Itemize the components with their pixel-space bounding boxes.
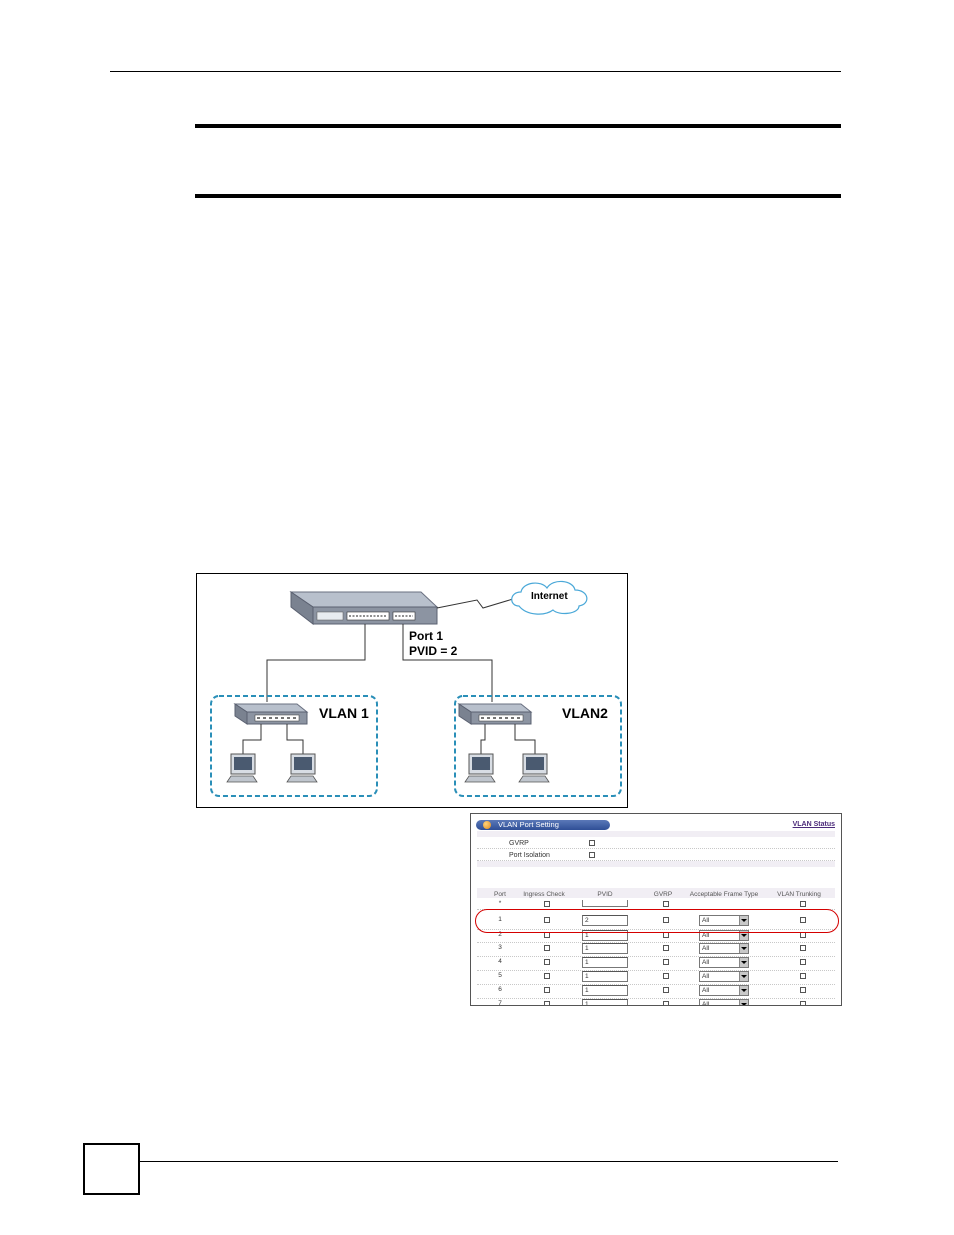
internet-label: Internet — [531, 591, 568, 602]
col-ingress-check: Ingress Check — [523, 891, 565, 898]
port-isolation-checkbox[interactable] — [589, 852, 595, 858]
gvrp-port-checkbox[interactable] — [663, 987, 669, 993]
gvrp-label: GVRP — [509, 840, 529, 847]
vlan1-switch-icon — [235, 704, 307, 724]
col-vlan-trunking: VLAN Trunking — [777, 891, 821, 898]
vlan-network-diagram — [196, 573, 628, 808]
col-port: Port — [494, 891, 506, 898]
title-bar — [476, 820, 610, 830]
vlan-trunking-checkbox[interactable] — [800, 945, 806, 951]
port1-highlight — [475, 909, 839, 933]
chevron-down-icon[interactable] — [739, 972, 748, 981]
pc-icon — [519, 754, 549, 782]
port-isolation-label: Port Isolation — [509, 852, 550, 859]
table-row: 5 1 All — [477, 970, 835, 984]
title-bullet-icon — [483, 821, 491, 829]
vlan-trunking-checkbox[interactable] — [800, 987, 806, 993]
vlan-trunking-checkbox[interactable] — [800, 1001, 806, 1006]
table-row: 1 2 All — [477, 914, 835, 928]
header-rule — [110, 71, 841, 72]
pc-icon — [465, 754, 495, 782]
gvrp-port-checkbox[interactable] — [663, 1001, 669, 1006]
col-pvid: PVID — [597, 891, 613, 898]
chevron-down-icon[interactable] — [739, 958, 748, 967]
port-label: Port 1 — [409, 629, 444, 643]
pc-icon — [227, 754, 257, 782]
chevron-down-icon[interactable] — [739, 1000, 748, 1006]
settings-band — [477, 861, 835, 867]
chevron-down-icon[interactable] — [739, 986, 748, 995]
vlan1-label: VLAN 1 — [319, 705, 369, 721]
vlan-trunking-checkbox[interactable] — [800, 959, 806, 965]
diagram-graphics — [197, 574, 627, 807]
frame-type-select[interactable]: All — [699, 999, 749, 1006]
vlan-trunking-checkbox[interactable] — [800, 901, 806, 907]
table-row: * — [477, 900, 835, 908]
col-gvrp: GVRP — [653, 891, 673, 898]
pvid-input[interactable]: 1 — [582, 943, 628, 954]
frame-type-select[interactable]: All — [699, 985, 749, 996]
pvid-input[interactable]: 1 — [582, 985, 628, 996]
frame-type-select[interactable]: All — [699, 915, 749, 926]
table-row: 3 1 All — [477, 942, 835, 956]
table-row: 4 1 All — [477, 956, 835, 970]
ingress-check-checkbox[interactable] — [544, 959, 550, 965]
gvrp-checkbox[interactable] — [589, 840, 595, 846]
pvid-label: PVID = 2 — [409, 644, 458, 658]
col-acceptable-frame-type: Acceptable Frame Type — [689, 891, 759, 898]
pvid-input[interactable]: 1 — [582, 999, 628, 1006]
chevron-down-icon[interactable] — [739, 944, 748, 953]
vlan2-switch-icon — [459, 704, 531, 724]
frame-type-select[interactable]: All — [699, 957, 749, 968]
page-number-box — [83, 1143, 140, 1195]
note-bottom-rule — [195, 194, 841, 198]
screen-title: VLAN Port Setting — [498, 820, 559, 829]
frame-type-select[interactable]: All — [699, 943, 749, 954]
internet-link — [437, 599, 513, 608]
ingress-check-checkbox[interactable] — [544, 901, 550, 907]
pvid-input[interactable]: 1 — [582, 971, 628, 982]
vlan-trunking-checkbox[interactable] — [800, 973, 806, 979]
vlan2-label: VLAN2 — [562, 705, 608, 721]
ingress-check-checkbox[interactable] — [544, 987, 550, 993]
note-top-rule — [195, 124, 841, 128]
pc-icon — [287, 754, 317, 782]
vlan1-link — [267, 624, 365, 702]
ingress-check-checkbox[interactable] — [544, 1001, 550, 1006]
vlan-status-link[interactable]: VLAN Status — [792, 821, 835, 828]
footer-rule — [140, 1161, 838, 1162]
header-band — [477, 831, 835, 837]
frame-type-select[interactable]: All — [699, 971, 749, 982]
pvid-input[interactable]: 2 — [582, 915, 628, 926]
table-row: 6 1 All — [477, 984, 835, 998]
table-row: 2 1 All — [477, 929, 835, 941]
ingress-check-checkbox[interactable] — [544, 973, 550, 979]
gvrp-port-checkbox[interactable] — [663, 973, 669, 979]
pvid-input[interactable]: 1 — [582, 930, 628, 941]
main-switch-icon — [291, 592, 437, 624]
pvid-input[interactable] — [582, 900, 628, 907]
gvrp-port-checkbox[interactable] — [663, 959, 669, 965]
table-row: 7 1 All — [477, 998, 835, 1006]
pvid-input[interactable]: 1 — [582, 957, 628, 968]
ingress-check-checkbox[interactable] — [544, 945, 550, 951]
gvrp-port-checkbox[interactable] — [663, 945, 669, 951]
gvrp-port-checkbox[interactable] — [663, 901, 669, 907]
frame-type-select[interactable]: All — [699, 930, 749, 941]
